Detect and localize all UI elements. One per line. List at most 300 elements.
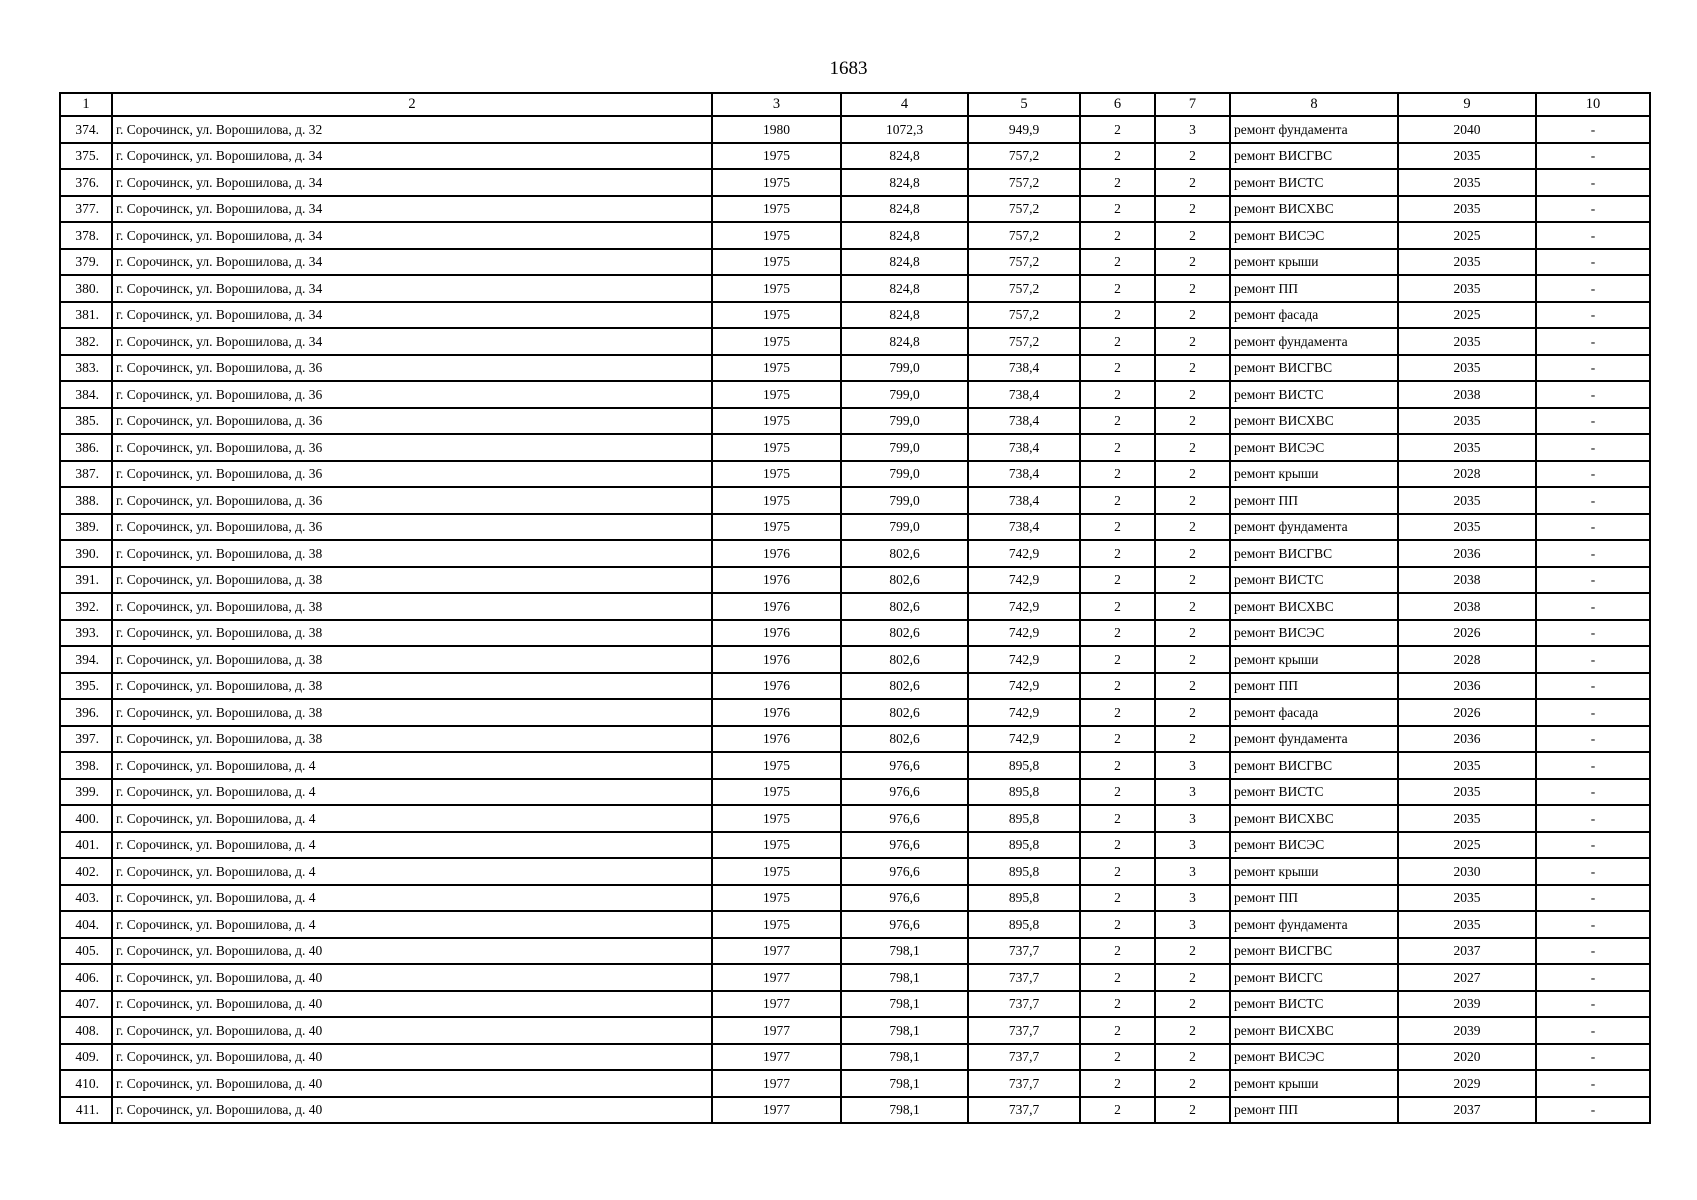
cell-living-area: 895,8 [968,779,1080,806]
cell-row-number: 388. [60,487,112,514]
cell-total-area: 976,6 [841,779,968,806]
cell-floors-min: 2 [1080,1097,1155,1124]
column-header-9: 9 [1398,93,1536,116]
cell-floors-max: 2 [1155,620,1230,647]
column-header-2: 2 [112,93,712,116]
cell-floors-min: 2 [1080,885,1155,912]
cell-address: г. Сорочинск, ул. Ворошилова, д. 4 [112,885,712,912]
cell-year-built: 1975 [712,805,841,832]
cell-floors-min: 2 [1080,567,1155,594]
cell-note: - [1536,116,1650,143]
cell-living-area: 737,7 [968,964,1080,991]
cell-planned-year: 2038 [1398,567,1536,594]
cell-work-type: ремонт фундамента [1230,514,1398,541]
cell-living-area: 737,7 [968,991,1080,1018]
cell-total-area: 824,8 [841,302,968,329]
cell-year-built: 1976 [712,567,841,594]
page-number: 1683 [829,58,868,79]
table-row [60,540,1650,567]
cell-work-type: ремонт крыши [1230,461,1398,488]
cell-floors-max: 3 [1155,885,1230,912]
table-row [60,1097,1650,1124]
column-header-4: 4 [841,93,968,116]
cell-living-area: 757,2 [968,249,1080,276]
table-row [60,911,1650,938]
cell-row-number: 386. [60,434,112,461]
cell-work-type: ремонт ВИСЭС [1230,222,1398,249]
cell-floors-max: 2 [1155,143,1230,170]
cell-work-type: ремонт крыши [1230,858,1398,885]
table-row [60,593,1650,620]
table-row [60,991,1650,1018]
cell-note: - [1536,620,1650,647]
cell-floors-min: 2 [1080,832,1155,859]
cell-address: г. Сорочинск, ул. Ворошилова, д. 36 [112,487,712,514]
cell-planned-year: 2037 [1398,938,1536,965]
cell-address: г. Сорочинск, ул. Ворошилова, д. 40 [112,1070,712,1097]
cell-year-built: 1976 [712,726,841,753]
table-row [60,858,1650,885]
cell-note: - [1536,381,1650,408]
cell-planned-year: 2038 [1398,381,1536,408]
cell-address: г. Сорочинск, ул. Ворошилова, д. 40 [112,1097,712,1124]
cell-address: г. Сорочинск, ул. Ворошилова, д. 4 [112,832,712,859]
cell-row-number: 377. [60,196,112,223]
cell-work-type: ремонт ВИСГВС [1230,540,1398,567]
cell-address: г. Сорочинск, ул. Ворошилова, д. 4 [112,858,712,885]
cell-note: - [1536,1097,1650,1124]
cell-work-type: ремонт ВИСЭС [1230,620,1398,647]
column-header-6: 6 [1080,93,1155,116]
cell-living-area: 737,7 [968,1097,1080,1124]
cell-row-number: 409. [60,1044,112,1071]
cell-address: г. Сорочинск, ул. Ворошилова, д. 38 [112,593,712,620]
cell-planned-year: 2025 [1398,302,1536,329]
cell-year-built: 1976 [712,673,841,700]
cell-note: - [1536,408,1650,435]
cell-planned-year: 2035 [1398,779,1536,806]
cell-address: г. Сорочинск, ул. Ворошилова, д. 4 [112,911,712,938]
cell-planned-year: 2035 [1398,911,1536,938]
cell-work-type: ремонт ВИСГВС [1230,752,1398,779]
cell-row-number: 399. [60,779,112,806]
cell-note: - [1536,1017,1650,1044]
cell-note: - [1536,355,1650,382]
cell-floors-max: 2 [1155,514,1230,541]
cell-year-built: 1976 [712,540,841,567]
cell-row-number: 374. [60,116,112,143]
cell-work-type: ремонт ПП [1230,673,1398,700]
cell-total-area: 976,6 [841,805,968,832]
cell-total-area: 798,1 [841,1070,968,1097]
cell-address: г. Сорочинск, ул. Ворошилова, д. 38 [112,726,712,753]
cell-year-built: 1975 [712,328,841,355]
cell-address: г. Сорочинск, ул. Ворошилова, д. 38 [112,646,712,673]
cell-total-area: 799,0 [841,514,968,541]
cell-work-type: ремонт крыши [1230,249,1398,276]
header-row [60,93,1650,116]
cell-floors-max: 2 [1155,726,1230,753]
cell-living-area: 757,2 [968,328,1080,355]
cell-planned-year: 2027 [1398,964,1536,991]
cell-work-type: ремонт фундамента [1230,726,1398,753]
table-row [60,116,1650,143]
cell-planned-year: 2035 [1398,487,1536,514]
cell-work-type: ремонт крыши [1230,1070,1398,1097]
table-row [60,275,1650,302]
cell-floors-min: 2 [1080,275,1155,302]
cell-address: г. Сорочинск, ул. Ворошилова, д. 34 [112,169,712,196]
cell-work-type: ремонт ПП [1230,275,1398,302]
cell-floors-max: 2 [1155,646,1230,673]
cell-floors-max: 3 [1155,858,1230,885]
cell-row-number: 375. [60,143,112,170]
cell-floors-min: 2 [1080,991,1155,1018]
cell-planned-year: 2036 [1398,726,1536,753]
cell-living-area: 895,8 [968,885,1080,912]
cell-living-area: 738,4 [968,408,1080,435]
cell-total-area: 802,6 [841,646,968,673]
table-row [60,620,1650,647]
cell-year-built: 1975 [712,302,841,329]
cell-year-built: 1977 [712,1017,841,1044]
cell-row-number: 410. [60,1070,112,1097]
cell-floors-min: 2 [1080,434,1155,461]
cell-address: г. Сорочинск, ул. Ворошилова, д. 34 [112,249,712,276]
cell-floors-max: 3 [1155,752,1230,779]
table-row [60,885,1650,912]
cell-note: - [1536,752,1650,779]
cell-work-type: ремонт ВИСХВС [1230,593,1398,620]
cell-planned-year: 2035 [1398,169,1536,196]
cell-living-area: 742,9 [968,567,1080,594]
cell-note: - [1536,779,1650,806]
cell-row-number: 395. [60,673,112,700]
cell-floors-max: 2 [1155,302,1230,329]
table-row [60,196,1650,223]
table-row [60,514,1650,541]
cell-floors-max: 2 [1155,381,1230,408]
cell-floors-min: 2 [1080,196,1155,223]
column-header-5: 5 [968,93,1080,116]
table-row [60,408,1650,435]
table-row [60,1044,1650,1071]
cell-work-type: ремонт ПП [1230,885,1398,912]
cell-year-built: 1975 [712,911,841,938]
cell-floors-min: 2 [1080,328,1155,355]
cell-total-area: 802,6 [841,540,968,567]
cell-floors-max: 2 [1155,355,1230,382]
cell-living-area: 757,2 [968,222,1080,249]
cell-work-type: ремонт ВИСЭС [1230,832,1398,859]
cell-living-area: 757,2 [968,302,1080,329]
cell-floors-min: 2 [1080,1044,1155,1071]
cell-floors-max: 2 [1155,222,1230,249]
cell-planned-year: 2035 [1398,328,1536,355]
cell-total-area: 799,0 [841,434,968,461]
cell-living-area: 742,9 [968,726,1080,753]
cell-living-area: 737,7 [968,1070,1080,1097]
cell-floors-max: 2 [1155,249,1230,276]
cell-floors-max: 2 [1155,567,1230,594]
cell-year-built: 1980 [712,116,841,143]
cell-address: г. Сорочинск, ул. Ворошилова, д. 40 [112,1044,712,1071]
cell-planned-year: 2028 [1398,646,1536,673]
cell-row-number: 406. [60,964,112,991]
cell-address: г. Сорочинск, ул. Ворошилова, д. 40 [112,964,712,991]
cell-row-number: 397. [60,726,112,753]
cell-year-built: 1975 [712,779,841,806]
cell-total-area: 799,0 [841,487,968,514]
cell-work-type: ремонт фундамента [1230,328,1398,355]
cell-note: - [1536,858,1650,885]
cell-floors-min: 2 [1080,938,1155,965]
cell-planned-year: 2035 [1398,514,1536,541]
cell-address: г. Сорочинск, ул. Ворошилова, д. 40 [112,991,712,1018]
cell-floors-min: 2 [1080,355,1155,382]
cell-year-built: 1975 [712,461,841,488]
cell-address: г. Сорочинск, ул. Ворошилова, д. 4 [112,752,712,779]
table-row [60,434,1650,461]
cell-floors-min: 2 [1080,540,1155,567]
cell-floors-min: 2 [1080,408,1155,435]
cell-living-area: 742,9 [968,620,1080,647]
cell-year-built: 1976 [712,646,841,673]
cell-floors-max: 2 [1155,408,1230,435]
cell-work-type: ремонт ВИСХВС [1230,1017,1398,1044]
cell-year-built: 1975 [712,514,841,541]
cell-living-area: 738,4 [968,355,1080,382]
cell-living-area: 738,4 [968,487,1080,514]
cell-total-area: 798,1 [841,964,968,991]
cell-work-type: ремонт ВИСХВС [1230,805,1398,832]
cell-note: - [1536,726,1650,753]
cell-row-number: 379. [60,249,112,276]
cell-row-number: 392. [60,593,112,620]
table-row [60,222,1650,249]
cell-floors-min: 2 [1080,726,1155,753]
cell-address: г. Сорочинск, ул. Ворошилова, д. 36 [112,434,712,461]
cell-planned-year: 2039 [1398,991,1536,1018]
cell-living-area: 895,8 [968,752,1080,779]
cell-work-type: ремонт фасада [1230,302,1398,329]
cell-row-number: 400. [60,805,112,832]
cell-floors-max: 2 [1155,540,1230,567]
cell-note: - [1536,487,1650,514]
cell-floors-min: 2 [1080,699,1155,726]
table-row [60,964,1650,991]
cell-address: г. Сорочинск, ул. Ворошилова, д. 38 [112,699,712,726]
cell-total-area: 802,6 [841,699,968,726]
cell-living-area: 742,9 [968,646,1080,673]
cell-year-built: 1977 [712,1044,841,1071]
cell-year-built: 1975 [712,169,841,196]
cell-total-area: 802,6 [841,673,968,700]
cell-year-built: 1975 [712,408,841,435]
cell-note: - [1536,567,1650,594]
cell-floors-max: 2 [1155,964,1230,991]
cell-floors-min: 2 [1080,1070,1155,1097]
cell-note: - [1536,991,1650,1018]
cell-note: - [1536,673,1650,700]
cell-row-number: 398. [60,752,112,779]
cell-row-number: 408. [60,1017,112,1044]
cell-living-area: 895,8 [968,832,1080,859]
cell-work-type: ремонт ВИСТС [1230,991,1398,1018]
cell-floors-max: 2 [1155,328,1230,355]
cell-year-built: 1975 [712,885,841,912]
cell-floors-min: 2 [1080,752,1155,779]
cell-total-area: 824,8 [841,196,968,223]
table-row [60,673,1650,700]
cell-note: - [1536,169,1650,196]
cell-planned-year: 2035 [1398,885,1536,912]
table-row [60,381,1650,408]
cell-living-area: 895,8 [968,805,1080,832]
cell-work-type: ремонт ВИСТС [1230,567,1398,594]
cell-total-area: 976,6 [841,911,968,938]
cell-planned-year: 2026 [1398,699,1536,726]
cell-row-number: 411. [60,1097,112,1124]
table-row [60,143,1650,170]
table-row [60,938,1650,965]
cell-address: г. Сорочинск, ул. Ворошилова, д. 36 [112,408,712,435]
cell-living-area: 949,9 [968,116,1080,143]
cell-planned-year: 2035 [1398,408,1536,435]
cell-year-built: 1975 [712,434,841,461]
cell-year-built: 1975 [712,752,841,779]
cell-total-area: 802,6 [841,567,968,594]
column-header-3: 3 [712,93,841,116]
cell-living-area: 757,2 [968,275,1080,302]
cell-living-area: 895,8 [968,911,1080,938]
cell-floors-min: 2 [1080,646,1155,673]
cell-address: г. Сорочинск, ул. Ворошилова, д. 32 [112,116,712,143]
cell-address: г. Сорочинск, ул. Ворошилова, д. 34 [112,302,712,329]
cell-total-area: 799,0 [841,461,968,488]
cell-work-type: ремонт ВИСХВС [1230,196,1398,223]
cell-floors-max: 2 [1155,938,1230,965]
cell-floors-min: 2 [1080,249,1155,276]
cell-note: - [1536,1044,1650,1071]
cell-note: - [1536,805,1650,832]
cell-floors-max: 2 [1155,275,1230,302]
cell-work-type: ремонт фундамента [1230,116,1398,143]
cell-floors-min: 2 [1080,381,1155,408]
cell-floors-max: 2 [1155,1044,1230,1071]
cell-floors-max: 2 [1155,991,1230,1018]
cell-total-area: 799,0 [841,408,968,435]
column-header-7: 7 [1155,93,1230,116]
cell-row-number: 382. [60,328,112,355]
cell-row-number: 402. [60,858,112,885]
cell-living-area: 738,4 [968,461,1080,488]
table-row [60,752,1650,779]
cell-floors-min: 2 [1080,222,1155,249]
cell-planned-year: 2039 [1398,1017,1536,1044]
cell-address: г. Сорочинск, ул. Ворошилова, д. 34 [112,143,712,170]
cell-note: - [1536,461,1650,488]
table-row [60,355,1650,382]
table-row [60,699,1650,726]
column-header-1: 1 [60,93,112,116]
cell-living-area: 757,2 [968,169,1080,196]
cell-note: - [1536,1070,1650,1097]
cell-living-area: 738,4 [968,514,1080,541]
cell-living-area: 738,4 [968,434,1080,461]
cell-planned-year: 2040 [1398,116,1536,143]
cell-planned-year: 2025 [1398,222,1536,249]
cell-row-number: 385. [60,408,112,435]
cell-total-area: 824,8 [841,222,968,249]
cell-total-area: 802,6 [841,620,968,647]
cell-floors-min: 2 [1080,911,1155,938]
cell-year-built: 1975 [712,381,841,408]
cell-address: г. Сорочинск, ул. Ворошилова, д. 38 [112,567,712,594]
cell-row-number: 381. [60,302,112,329]
cell-planned-year: 2035 [1398,752,1536,779]
cell-living-area: 737,7 [968,938,1080,965]
column-header-10: 10 [1536,93,1650,116]
table-row [60,646,1650,673]
cell-total-area: 798,1 [841,991,968,1018]
cell-address: г. Сорочинск, ул. Ворошилова, д. 36 [112,381,712,408]
cell-planned-year: 2035 [1398,249,1536,276]
cell-year-built: 1975 [712,222,841,249]
cell-floors-max: 2 [1155,487,1230,514]
cell-total-area: 824,8 [841,169,968,196]
cell-address: г. Сорочинск, ул. Ворошилова, д. 4 [112,805,712,832]
table-row [60,302,1650,329]
cell-planned-year: 2020 [1398,1044,1536,1071]
cell-floors-max: 3 [1155,911,1230,938]
table-body [60,116,1650,1123]
cell-year-built: 1977 [712,991,841,1018]
registry-table [59,92,1651,1124]
table-row [60,328,1650,355]
cell-year-built: 1975 [712,487,841,514]
cell-floors-max: 2 [1155,169,1230,196]
cell-planned-year: 2035 [1398,355,1536,382]
cell-total-area: 802,6 [841,593,968,620]
cell-floors-min: 2 [1080,858,1155,885]
cell-floors-min: 2 [1080,1017,1155,1044]
cell-floors-min: 2 [1080,593,1155,620]
cell-work-type: ремонт ПП [1230,487,1398,514]
cell-planned-year: 2035 [1398,805,1536,832]
cell-living-area: 738,4 [968,381,1080,408]
cell-work-type: ремонт ПП [1230,1097,1398,1124]
cell-floors-min: 2 [1080,143,1155,170]
cell-planned-year: 2026 [1398,620,1536,647]
cell-row-number: 394. [60,646,112,673]
cell-work-type: ремонт ВИСЭС [1230,434,1398,461]
cell-floors-max: 2 [1155,434,1230,461]
cell-planned-year: 2025 [1398,832,1536,859]
cell-note: - [1536,328,1650,355]
cell-planned-year: 2036 [1398,673,1536,700]
cell-planned-year: 2028 [1398,461,1536,488]
cell-work-type: ремонт ВИСГВС [1230,938,1398,965]
cell-living-area: 742,9 [968,699,1080,726]
cell-floors-max: 2 [1155,196,1230,223]
cell-total-area: 976,6 [841,858,968,885]
cell-planned-year: 2036 [1398,540,1536,567]
cell-year-built: 1977 [712,938,841,965]
cell-row-number: 378. [60,222,112,249]
cell-work-type: ремонт ВИСХВС [1230,408,1398,435]
cell-address: г. Сорочинск, ул. Ворошилова, д. 38 [112,673,712,700]
